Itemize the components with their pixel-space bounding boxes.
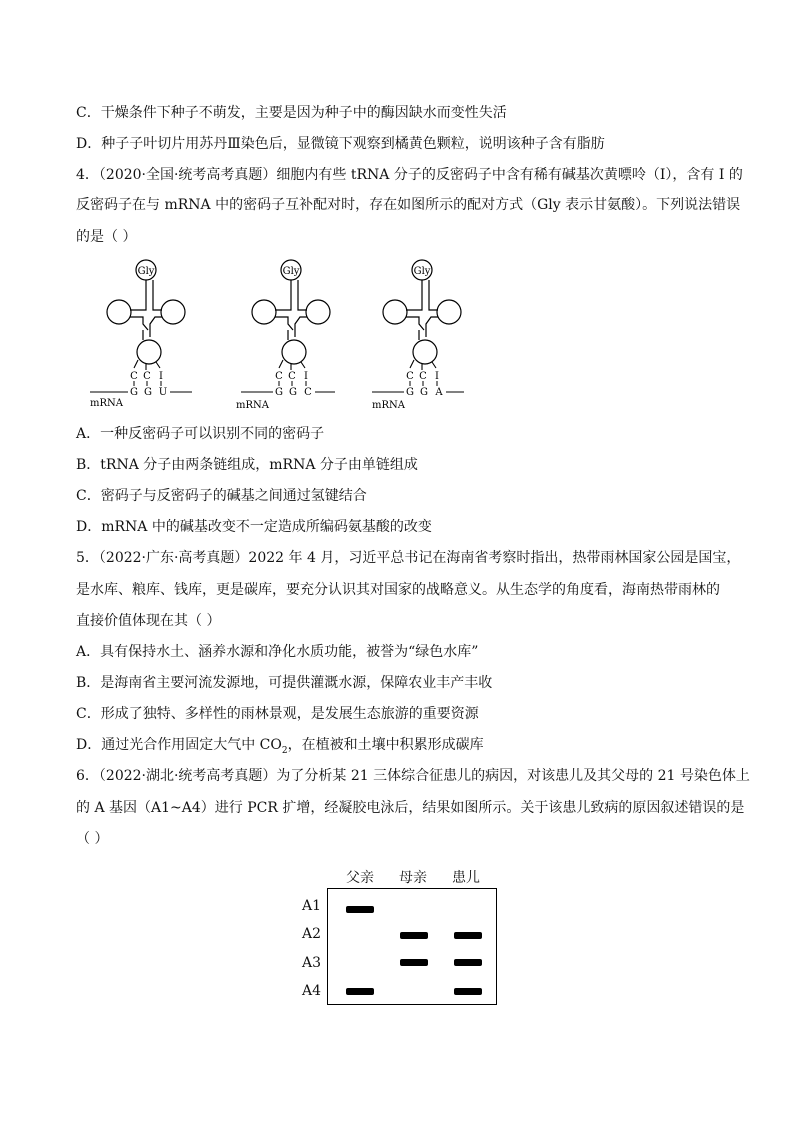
q4-option-b: B．tRNA 分子由两条链组成，mRNA 分子由单链组成: [76, 457, 418, 473]
q5-option-c: C．形成了独特、多样性的雨林景观，是发展生态旅游的重要资源: [76, 706, 479, 722]
amino-acid-label: Gly: [413, 266, 431, 277]
q4-stem-line-1: 4．（2020·全国·统考高考真题）细胞内有些 tRNA 分子的反密码子中含有稀有碱基次黄嘌呤（I），含有 I 的: [76, 167, 743, 183]
trna-pairing-figure: [0, 252, 794, 412]
gel-figure: [300, 868, 510, 1010]
q5-stem-line-2: 是水库、粮库、钱库，更是碳库，要充分认识其对国家的战略意义。从生态学的角度看，海南热带雨林的: [76, 582, 720, 598]
amino-acid-label: Gly: [282, 266, 300, 277]
svg-text:G: G: [420, 387, 428, 398]
q4-option-d: D．mRNA 中的碱基改变不一定造成所编码氨基酸的改变: [76, 519, 432, 535]
gel-row-a3: A3: [302, 955, 322, 971]
gel-row-a1: A1: [302, 898, 322, 914]
svg-text:C: C: [406, 371, 414, 382]
trna-diagram-2: [236, 260, 335, 411]
svg-text:G: G: [130, 387, 138, 398]
svg-text:C: C: [143, 371, 151, 382]
svg-text:I: I: [435, 371, 439, 382]
amino-acid-label: Gly: [137, 266, 155, 277]
mrna-label: mRNA: [236, 400, 269, 411]
svg-text:I: I: [304, 371, 308, 382]
gel-band-a2-2: [454, 932, 482, 939]
gel-band-a4-0: [346, 988, 374, 995]
svg-text:G: G: [289, 387, 297, 398]
mrna-label: mRNA: [372, 400, 405, 411]
svg-text:C: C: [288, 371, 296, 382]
svg-text:G: G: [406, 387, 414, 398]
gel-column-child: 患儿: [452, 870, 480, 886]
trna-diagram-3: [372, 260, 464, 411]
q5-stem-line-3: 直接价值体现在其（ ）: [76, 613, 221, 629]
q3-option-c: C．干燥条件下种子不萌发，主要是因为种子中的酶因缺水而变性失活: [76, 105, 507, 121]
q4-option-c: C．密码子与反密码子的碱基之间通过氢键结合: [76, 488, 367, 504]
q5-stem-line-1: 5．（2022·广东·高考真题）2022 年 4 月，习近平总书记在海南省考察时指出，热带雨林国家公园是国宝，: [76, 550, 741, 566]
svg-text:C: C: [275, 371, 283, 382]
q5-option-a: A．具有保持水土、涵养水源和净化水质功能，被誉为“绿色水库”: [76, 644, 479, 660]
q6-stem-line-3: （ ）: [76, 831, 109, 847]
svg-text:G: G: [144, 387, 152, 398]
svg-text:G: G: [275, 387, 283, 398]
q4-option-a: A．一种反密码子可以识别不同的密码子: [76, 426, 325, 442]
gel-row-a2: A2: [302, 926, 322, 942]
svg-text:A: A: [435, 387, 443, 398]
gel-band-a3-2: [454, 959, 482, 966]
svg-text:C: C: [130, 371, 138, 382]
gel-column-father: 父亲: [346, 870, 374, 886]
q5-option-b: B．是海南省主要河流发源地，可提供灌溉水源，保障农业丰产丰收: [76, 675, 493, 691]
svg-text:I: I: [159, 371, 163, 382]
trna-diagram-1: [90, 260, 192, 409]
svg-text:U: U: [158, 387, 168, 398]
gel-column-mother: 母亲: [399, 870, 427, 886]
q3-option-d: D．种子子叶切片用苏丹Ⅲ染色后，显微镜下观察到橘黄色颗粒，说明该种子含有脂肪: [76, 136, 605, 152]
svg-text:C: C: [419, 371, 427, 382]
gel-band-a4-2: [454, 988, 482, 995]
gel-band-a3-1: [400, 959, 428, 966]
mrna-label: mRNA: [90, 398, 123, 409]
q4-stem-line-2: 反密码子在与 mRNA 中的密码子互补配对时，存在如图所示的配对方式（Gly 表示甘氨酸）。下列说法错误: [76, 197, 741, 213]
gel-band-a2-1: [400, 932, 428, 939]
q6-stem-line-2: 的 A 基因（A1~A4）进行 PCR 扩增，经凝胶电泳后，结果如图所示。关于该患儿致病的原因叙述错误的是: [76, 800, 745, 816]
gel-row-a4: A4: [302, 983, 322, 999]
q5-option-d: D．通过光合作用固定大气中 $CO_2$，在植被和土壤中积累形成碳库: [76, 737, 484, 756]
gel-band-a1-0: [346, 906, 374, 913]
q6-stem-line-1: 6．（2022·湖北·统考高考真题）为了分析某 21 三体综合征患儿的病因，对该患儿及其父母的 21 号染色体上: [76, 768, 750, 784]
q4-stem-line-3: 的是（ ）: [76, 229, 137, 245]
svg-text:C: C: [304, 387, 312, 398]
